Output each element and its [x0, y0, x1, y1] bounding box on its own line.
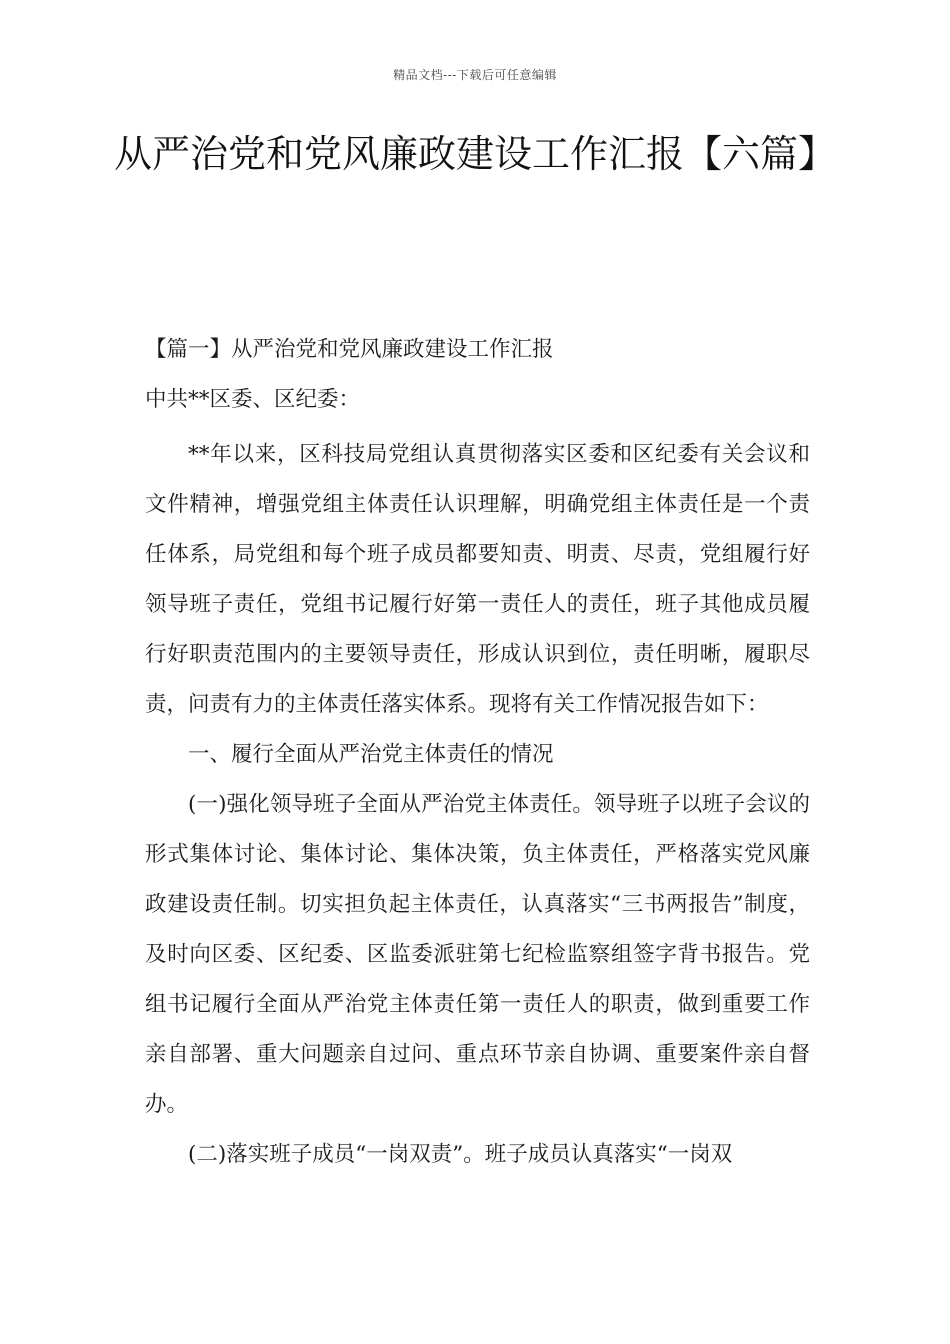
document-body: [145, 330, 810, 1180]
salutation: 中共**区委、区纪委：: [145, 387, 361, 412]
paragraph-item-two: (二)落实班子成员“一岗双责”。班子成员认真落实“一岗双: [188, 1142, 733, 1167]
paragraph-intro: **年以来，区科技局党组认真贯彻落实区委和区纪委有关会议和文件精神，增强党组主体责任认识理解，明确党组主体责任是一个责任体系，局党组和每个班子成员都要知责、明责、尽责，党组履行好领导班子责任，党组书记履行好第一责任人的责任，班子其他成员履行好职责范围内的主要领导责任，形成认识到位，责任明晰，履职尽责，问责有力的主体责任落实体系。现将有关工作情况报告如下：: [145, 442, 810, 717]
document-title: 从严治党和党风廉政建设工作汇报【六篇】: [113, 132, 836, 176]
paragraph-item-one: (一)强化领导班子全面从严治党主体责任。领导班子以班子会议的形式集体讨论、集体讨论、集体决策，负主体责任，严格落实党风廉政建设责任制。切实担负起主体责任，认真落实“三书两报告”制度，及时向区委、区纪委、区监委派驻第七纪检监察组签字背书报告。党组书记履行全面从严治党主体责任第一责任人的职责，做到重要工作亲自部署、重大问题亲自过问、重点环节亲自协调、重要案件亲自督办。: [145, 792, 810, 1117]
section-heading: 【篇一】从严治党和党风廉政建设工作汇报: [145, 337, 554, 362]
header-note: 精品文档---下载后可任意编辑: [393, 68, 557, 82]
paragraph-heading-one: 一、履行全面从严治党主体责任的情况: [188, 742, 554, 767]
